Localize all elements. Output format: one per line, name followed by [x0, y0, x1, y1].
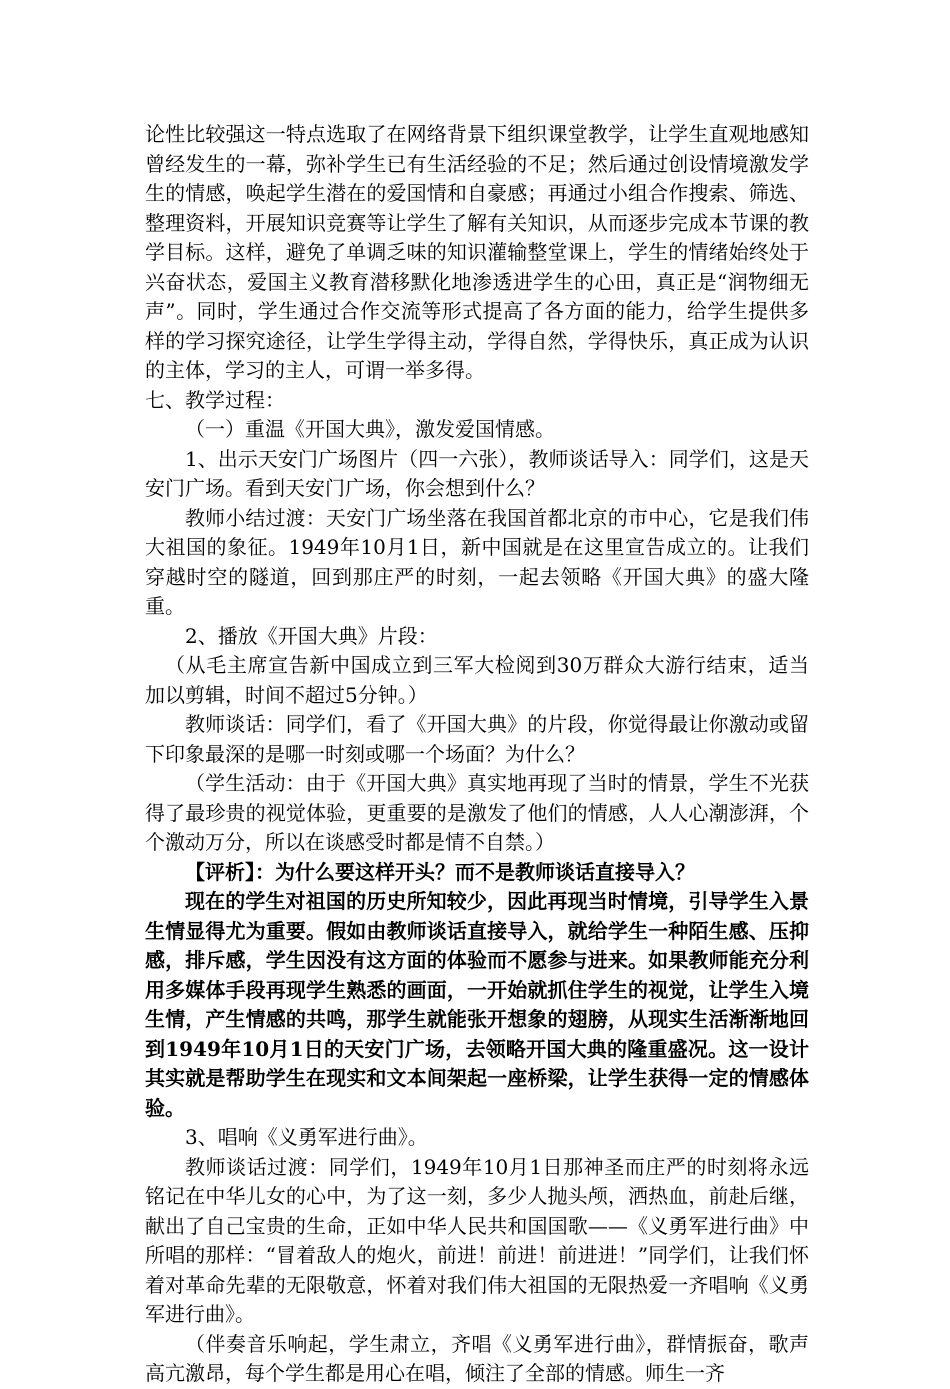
commentary-body: 现在的学生对祖国的历史所知较少，因此再现当时情境，引导学生入景生情显得尤为重要。假如由教师谈话直接导入，就给学生一种陌生感、压抑感，排斥感，学生因没有这方面的体验而不愿参与进来。如果教师能充分利用多媒体手段再现学生熟悉的画面，一开始就抓住学生的视觉，让学生入境生情，产生情感的共鸣，那学生就能张开想象的翅膀，从现实生活渐渐地回到1949年10月1日的天安门广场，去领略开国大典的隆重盛况。这一设计其实就是帮助学生在现实和文本间架起一座桥梁，让学生获得一定的情感体验。: [145, 889, 809, 1120]
video-note-paragraph: （从毛主席宣告新中国成立到三军大检阅到30万群众大游行结束，适当加以剪辑，时间不超过5分钟。）: [145, 653, 809, 707]
subsection-heading-1: （一）重温《开国大典》，激发爱国情感。: [185, 417, 555, 441]
teacher-summary-paragraph: 教师小结过渡：天安门广场坐落在我国首都北京的市中心，它是我们伟大祖国的象征。1949年10月1日，新中国就是在这里宣告成立的。让我们穿越时空的隧道，回到那庄严的时刻，一起去领略《开国大典》的盛大隆重。: [145, 505, 809, 618]
commentary-heading: 【评析】：为什么要这样开头？而不是教师谈话直接导入？: [185, 859, 695, 884]
document-page: [145, 120, 809, 1389]
section-heading-teaching-process: 七、教学过程：: [145, 387, 285, 412]
student-activity-paragraph: （学生活动：由于《开国大典》真实地再现了当时的情景，学生不光获得了最珍贵的视觉体验，更重要的是激发了他们的情感，人人心潮澎湃，个个激动万分，所以在谈感受时都是情不自禁。）: [145, 771, 809, 854]
step-3-paragraph: 3、唱响《义勇军进行曲》。: [185, 1125, 428, 1149]
teacher-talk-paragraph: 教师谈话：同学们，看了《开国大典》的片段，你觉得最让你激动或留下印象最深的是哪一时刻或哪一个场面？为什么？: [145, 712, 809, 766]
paragraph-continued-analysis: 论性比较强这一特点选取了在网络背景下组织课堂教学，让学生直观地感知曾经发生的一幕，弥补学生已有生活经验的不足；然后通过创设情境激发学生的情感，唤起学生潜在的爱国情和自豪感；再通过小组合作搜索、筛选、整理资料，开展知识竞赛等让学生了解有关知识，从而逐步完成本节课的教学目标。这样，避免了单调乏味的知识灌输整堂课上，学生的情绪始终处于兴奋状态，爱国主义教育潜移默化地渗透进学生的心田，真正是“润物细无声”。同时，学生通过合作交流等形式提高了各方面的能力，给学生提供多样的学习探究途径，让学生学得主动，学得自然，学得快乐，真正成为认识的主体，学习的主人，可谓一举多得。: [145, 122, 809, 382]
step-1-paragraph: 1、出示天安门广场图片（四一六张），教师谈话导入：同学们，这是天安门广场。看到天安门广场，你会想到什么？: [145, 446, 809, 500]
step-2-paragraph: 2、播放《开国大典》片段：: [185, 623, 438, 648]
singing-activity-paragraph: （伴奏音乐响起，学生肃立，齐唱《义勇军进行曲》，群情振奋，歌声高亢激昂，每个学生都是用心在唱，倾注了全部的情感。师生一齐: [145, 1331, 809, 1385]
teacher-transition-paragraph: 教师谈话过渡：同学们，1949年10月1日那神圣而庄严的时刻将永远铭记在中华儿女的心中，为了这一刻，多少人抛头颅，洒热血，前赴后继，献出了自己宝贵的生命，正如中华人民共和国国歌——《义勇军进行曲》中所唱的那样：“冒着敌人的炮火，前进！前进！前进进！”同学们，让我们怀着对革命先辈的无限敬意，怀着对我们伟大祖国的无限热爱一齐唱响《义勇军进行曲》。: [145, 1154, 809, 1326]
